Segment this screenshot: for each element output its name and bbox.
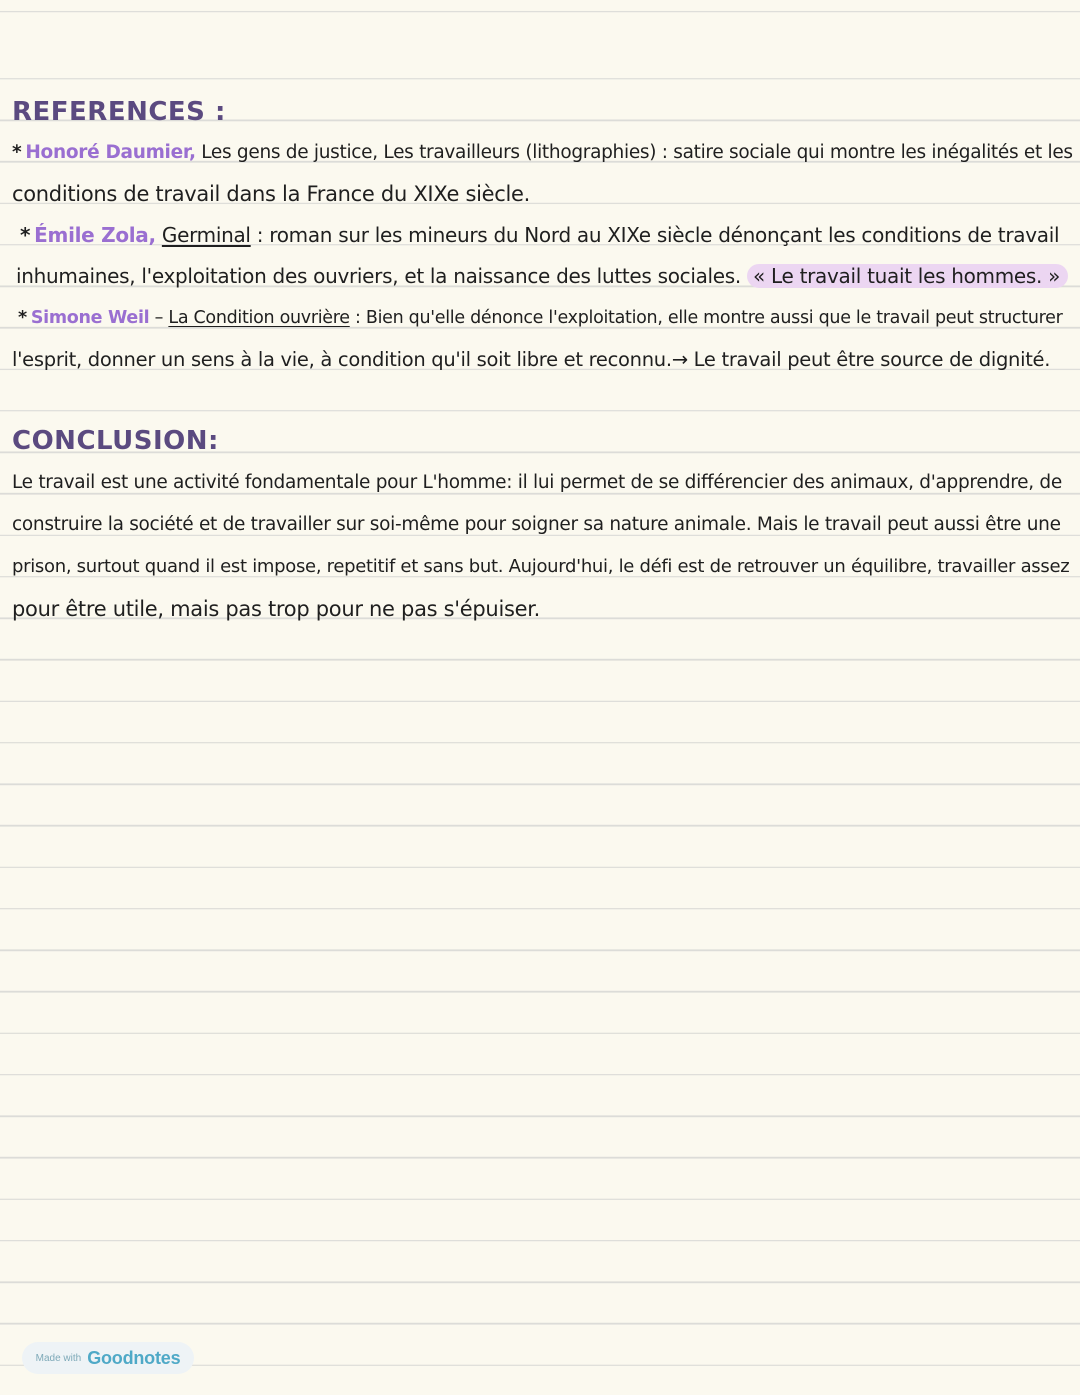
- bullet-star: *: [18, 308, 27, 328]
- bullet-star: *: [20, 223, 31, 247]
- dash: –: [149, 308, 169, 328]
- reference-weil-text: : Bien qu'elle dénonce l'exploitation, elle montre aussi que le travail peut structurer: [349, 308, 1063, 328]
- reference-zola-text: : roman sur les mineurs du Nord au XIXe siècle dénonçant les conditions de travail: [250, 223, 1060, 247]
- made-with-label: Made with: [35, 1352, 82, 1364]
- bullet-star: *: [12, 142, 22, 163]
- goodnotes-logo: Goodnotes: [87, 1347, 181, 1368]
- conclusion-line-3: prison, surtout quand il est impose, repetitif et sans but. Aujourd'hui, le défi est de retrouver un équilibre, travailler assez: [12, 556, 1070, 577]
- work-condition-ouvriere: La Condition ouvrière: [168, 308, 350, 328]
- reference-zola-line-2: [16, 261, 1072, 291]
- reference-zola-text-2: inhumaines, l'exploitation des ouvriers, et la naissance des luttes sociales.: [16, 264, 748, 288]
- reference-zola-line-1: [20, 220, 1072, 250]
- author-zola: Émile Zola,: [34, 223, 156, 247]
- work-germinal: Germinal: [161, 223, 251, 247]
- conclusion-line-4: pour être utile, mais pas trop pour ne pas s'épuiser.: [12, 597, 541, 621]
- reference-weil-line-1: [18, 303, 1072, 333]
- conclusion-line-1: Le travail est une activité fondamentale pour L'homme: il lui permet de se différencier des animaux, d'apprendre, de: [12, 472, 1062, 493]
- made-with-goodnotes-badge[interactable]: [22, 1342, 194, 1374]
- reference-weil-line-2: l'esprit, donner un sens à la vie, à condition qu'il soit libre et reconnu.→ Le travail peut être source de dignité.: [12, 348, 1051, 371]
- reference-daumier-line-2: conditions de travail dans la France du XIXe siècle.: [12, 182, 531, 206]
- conclusion-line-2: construire la société et de travailler sur soi-même pour soigner sa nature animale. Mais le travail peut aussi être une: [12, 514, 1061, 535]
- highlighted-quote: « Le travail tuait les hommes. »: [747, 264, 1068, 288]
- conclusion-heading: CONCLUSION:: [12, 426, 219, 456]
- author-weil: Simone Weil: [30, 308, 150, 328]
- reference-daumier-text: Les gens de justice, Les travailleurs (lithographies) : satire sociale qui montre les inégalités et les: [195, 142, 1073, 163]
- references-heading: REFERENCES :: [12, 97, 226, 127]
- reference-daumier-line-1: [12, 138, 1072, 168]
- author-daumier: Honoré Daumier,: [25, 142, 196, 163]
